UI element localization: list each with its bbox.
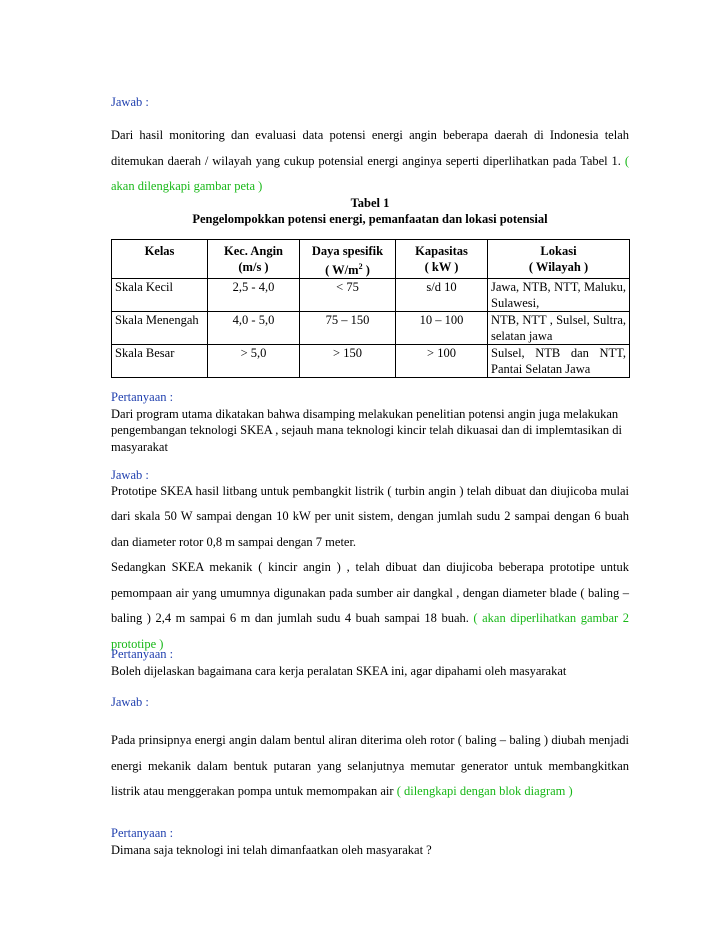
header-kelas: Kelas	[112, 240, 208, 279]
answer-2	[111, 467, 629, 657]
cell-daya: > 150	[300, 345, 396, 378]
question-1	[111, 389, 629, 455]
answer-label: Jawab :	[111, 95, 149, 109]
answer-3-body	[111, 728, 629, 805]
cell-kec: 4,0 - 5,0	[208, 312, 300, 345]
answer-paragraph: Prototipe SKEA hasil litbang untuk pembangkit listrik ( turbin angin ) telah dibuat dan diujicoba mulai dari skala 50 W sampai dengan 10 kW per unit sistem, dengan jumlah sudu 2 sampai dengan 6 buah dan diameter rotor 0,8 m sampai dengan 7 meter.	[111, 483, 629, 549]
header-lokasi: Lokasi ( Wilayah )	[488, 240, 630, 279]
cell-lokasi: Sulsel, NTB dan NTT, Pantai Selatan Jawa	[488, 345, 630, 378]
question-label: Pertanyaan :	[111, 647, 174, 661]
cell-kec: 2,5 - 4,0	[208, 279, 300, 312]
answer-text: Dari hasil monitoring dan evaluasi data potensi energi angin beberapa daerah di Indonesia telah ditemukan daerah / wilayah yang cukup potensial energi anginya seperti diperlihatkan pada Tabel 1.	[111, 128, 629, 168]
header-kec-angin: Kec. Angin (m/s )	[208, 240, 300, 279]
answer-3	[111, 694, 629, 711]
answer-text: Sedangkan SKEA mekanik ( kincir angin ) , telah dibuat dan diujicoba beberapa prototipe untuk pemompaan air yang umumnya digunakan pada sumber air dangkal , dengan diameter blade ( baling – baling ) 2,4 m sampai 6 m dan jumlah sudu 4 buah sampai 18 buah.	[111, 560, 629, 625]
answer-text: Pada prinsipnya energi angin dalam bentul aliran diterima oleh rotor ( baling – baling ) diubah menjadi energi mekanik dalam bentuk putaran yang selanjutnya memutar generator untuk membangkitkan listrik atau menggerakan pompa untuk memompakan air	[111, 733, 629, 798]
cell-lokasi: Jawa, NTB, NTT, Maluku, Sulawesi,	[488, 279, 630, 312]
cell-kelas: Skala Kecil	[112, 279, 208, 312]
header-daya-spesifik: Daya spesifik ( $W/m^2$ )	[300, 240, 396, 279]
cell-kelas: Skala Besar	[112, 345, 208, 378]
header-kapasitas: Kapasitas ( kW )	[396, 240, 488, 279]
table-row	[112, 345, 630, 378]
cell-kelas: Skala Menengah	[112, 312, 208, 345]
answer-label: Jawab :	[111, 695, 149, 709]
answer-label: Jawab :	[111, 468, 149, 482]
answer-paragraph	[111, 728, 629, 805]
editor-note: ( akan dilengkapi gambar peta )	[111, 153, 629, 193]
answer-1-body	[111, 123, 629, 200]
answer-paragraph	[111, 555, 629, 657]
table-title: Tabel 1	[350, 196, 390, 210]
cell-lokasi: NTB, NTT , Sulsel, Sultra, selatan jawa	[488, 312, 630, 345]
cell-kapasitas: 10 – 100	[396, 312, 488, 345]
question-3	[111, 825, 629, 858]
cell-daya: < 75	[300, 279, 396, 312]
question-2	[111, 646, 629, 679]
table-row	[112, 279, 630, 312]
question-label: Pertanyaan :	[111, 390, 174, 404]
cell-kapasitas: s/d 10	[396, 279, 488, 312]
question-text: Dimana saja teknologi ini telah dimanfaatkan oleh masyarakat ?	[111, 842, 432, 857]
table-subtitle: Pengelompokkan potensi energi, pemanfaatan dan lokasi potensial	[192, 212, 548, 226]
cell-kec: > 5,0	[208, 345, 300, 378]
table-header-row	[112, 240, 630, 279]
answer-paragraph	[111, 123, 629, 200]
potential-table	[111, 239, 630, 378]
question-text: Dari program utama dikatakan bahwa disamping melakukan penelitian potensi angin juga melakukan pengembangan teknologi SKEA , sejauh mana teknologi kincir telah dikuasai dan di implemtasikan di masyarakat	[111, 406, 622, 454]
table-caption	[111, 195, 629, 227]
answer-1	[111, 95, 629, 110]
cell-daya: 75 – 150	[300, 312, 396, 345]
editor-note: ( dilengkapi dengan blok diagram )	[396, 784, 573, 798]
cell-kapasitas: > 100	[396, 345, 488, 378]
table-row	[112, 312, 630, 345]
table-1	[111, 239, 629, 378]
question-label: Pertanyaan :	[111, 826, 174, 840]
editor-note: ( akan diperlihatkan gambar 2 prototipe )	[111, 611, 629, 651]
question-text: Boleh dijelaskan bagaimana cara kerja peralatan SKEA ini, agar dipahami oleh masyarakat	[111, 663, 567, 678]
